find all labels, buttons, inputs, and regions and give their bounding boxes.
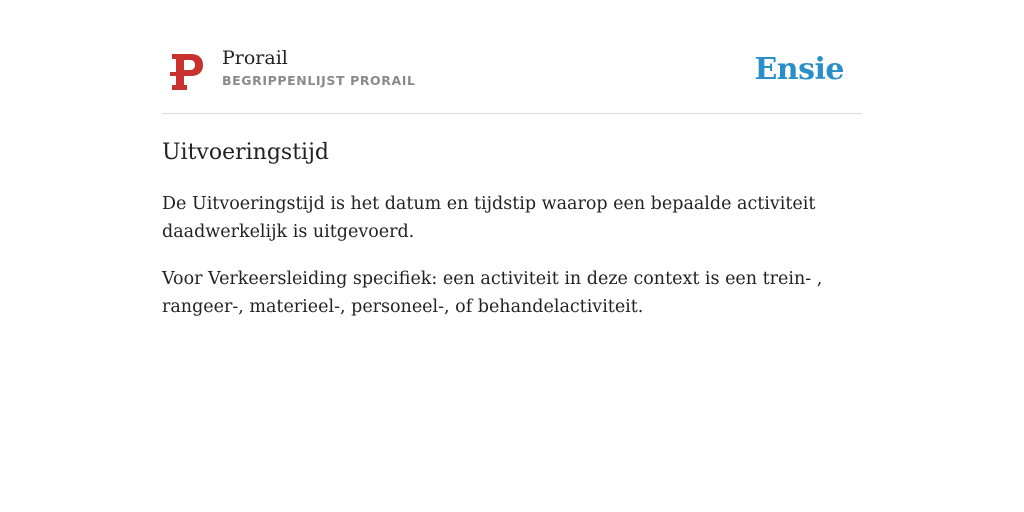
brand-name[interactable]: Prorail	[222, 47, 288, 69]
definition-paragraph: De Uitvoeringstijd is het datum en tijdstip waarop een bepaalde activiteit daadwerkelijk is uitgevoerd.	[162, 194, 816, 242]
prorail-logo-icon[interactable]	[170, 53, 204, 91]
page	[162, 0, 862, 321]
brand	[222, 46, 416, 90]
header	[162, 40, 862, 114]
term-definition	[162, 190, 862, 321]
brand-subtitle: BEGRIPPENLIJST PRORAIL	[222, 73, 416, 88]
definition-paragraph: Voor Verkeersleiding specifiek: een activiteit in deze context is een trein- , rangeer-, materieel-, personeel-, of behandelactiviteit.	[162, 269, 823, 317]
ensie-link[interactable]: Ensie	[754, 52, 844, 87]
term-title: Uitvoeringstijd	[162, 140, 329, 165]
